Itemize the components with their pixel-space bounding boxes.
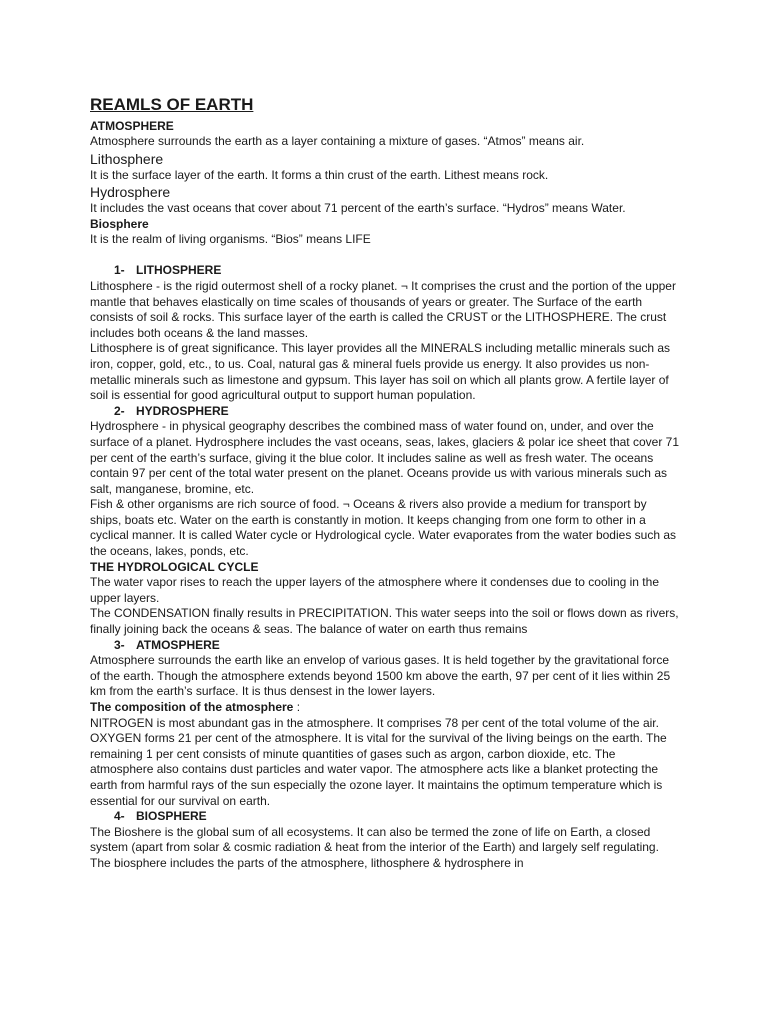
section-title: HYDROSPHERE [136,403,229,418]
lithosphere-paragraph: Lithosphere - is the rigid outermost shell of a rocky planet. ¬ It comprises the crust and the portion of the upper mantle that behaves elastically on time scales of thousands of years or greater. The Surface of the earth consists of soil & rocks. This surface layer of the earth is called the CRUST or the LITHOSPHERE. The crust includes both oceans & the land masses. [90,278,676,340]
intro-atmosphere-text: Atmosphere surrounds the earth as a layer containing a mixture of gases. “Atmos” means air. [90,134,585,148]
hydrological-cycle-paragraph: The water vapor rises to reach the upper layers of the atmosphere where it condenses due to cooling in the upper layers. [90,575,659,605]
intro-lithosphere-heading: Lithosphere [90,150,164,167]
composition-heading: The composition of the atmosphere [90,700,294,714]
section-heading-biosphere [90,809,680,825]
section-number: 3- [114,637,125,652]
section-heading-atmosphere [90,638,680,654]
section-title: LITHOSPHERE [136,263,222,278]
section-title: BIOSPHERE [136,809,207,824]
section-number: 2- [114,403,125,418]
intro-hydrosphere-heading: Hydrosphere [90,184,171,201]
composition-paragraph: NITROGEN is most abundant gas in the atmosphere. It comprises 78 per cent of the total volume of the air. OXYGEN forms 21 per cent of the atmosphere. It is vital for the survival of the living beings on the earth. The remaining 1 per cent consists of minute quantities of gases such as argon, carbon dioxide, etc. The atmosphere also contains dust particles and water vapor. The atmosphere acts like a blanket protecting the earth from harmful rays of the sun especially the ozone layer. It maintains the optimum temperature which is essential for our survival on earth. [90,715,667,808]
hydrological-cycle-heading: THE HYDROLOGICAL CYCLE [90,559,259,574]
intro-biosphere-text: It is the realm of living organisms. “Bios” means LIFE [90,231,371,246]
section-title: ATMOSPHERE [136,637,220,652]
intro-hydrosphere-text: It includes the vast oceans that cover about 71 percent of the earth’s surface. “Hydros” means Water. [90,201,626,216]
section-heading-hydrosphere [90,404,680,420]
hydrological-cycle-paragraph: The CONDENSATION finally results in PRECIPITATION. This water seeps into the soil or flows down as rivers, finally joining back the oceans & seas. The balance of water on earth thus remains [90,606,679,637]
atmosphere-paragraph: Atmosphere surrounds the earth like an envelop of various gases. It is held together by the gravitational force of the earth. Though the atmosphere extends beyond 1500 km above the earth, 97 per cent of it lies within 25 km from the earth’s surface. It is thus densest in the lower layers. [90,653,671,699]
composition-colon: : [293,700,301,714]
biosphere-paragraph: The Bioshere is the global sum of all ecosystems. It can also be termed the zone of life on Earth, a closed system (apart from solar & cosmic radiation & heat from the interior of the Earth) and largely self regulating. The biosphere includes the parts of the atmosphere, lithosphere & hydrosphere in [90,824,659,870]
document-page [90,94,680,872]
section-number: 1- [114,263,125,278]
section-number: 4- [114,809,125,824]
composition-heading-line [90,700,680,716]
intro-biosphere-heading: Biosphere [90,216,149,231]
hydrosphere-paragraph: Fish & other organisms are rich source of food. ¬ Oceans & rivers also provide a medium for transport by ships, boats etc. Water on the earth is constantly in motion. It keeps changing from one form to other in a cyclical manner. It is called Water cycle or Hydrological cycle. Water evaporates from the water bodies such as the oceans, lakes, ponds, etc. [90,497,677,559]
page-title: REAMLS OF EARTH [90,95,254,114]
lithosphere-paragraph: Lithosphere is of great significance. This layer provides all the MINERALS including metallic minerals such as iron, copper, gold, etc., to us. Coal, natural gas & mineral fuels provide us energy. It also provides us non-metallic minerals such as limestone and gypsum. This layer has soil on which all plants grow. A fertile layer of soil is essential for good agricultural output to support human population. [90,341,671,403]
intro-atmosphere-heading: ATMOSPHERE [90,119,174,133]
intro-lithosphere-text: It is the surface layer of the earth. It forms a thin crust of the earth. Lithest means rock. [90,167,549,182]
section-heading-lithosphere [90,263,680,279]
hydrosphere-paragraph: Hydrosphere - in physical geography describes the combined mass of water found on, under, and over the surface of a planet. Hydrosphere includes the vast oceans, seas, lakes, glaciers & polar ice sheet that cover 71 per cent of the earth’s surface, giving it the blue color. It includes saline as well as fresh water. The oceans contain 97 per cent of the total water present on the planet. Oceans provide us with various minerals such as salt, manganese, bromine, etc. [90,419,679,496]
